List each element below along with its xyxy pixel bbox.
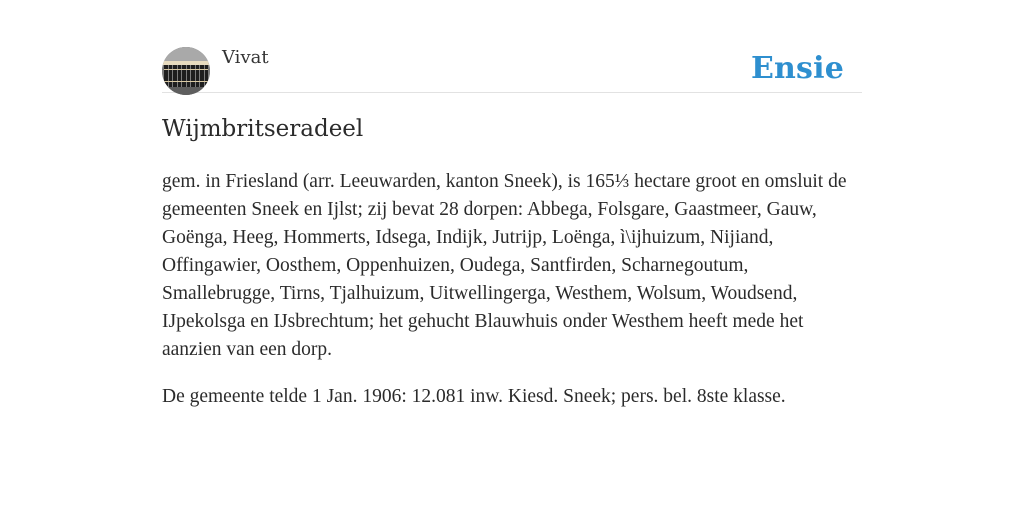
source-name-link[interactable]: Vivat xyxy=(222,47,269,68)
article-paragraph-1: gem. in Friesland (arr. Leeuwarden, kanton Sneek), is 165⅓ hectare groot en omsluit de gemeenten Sneek en Ijlst; zij bevat 28 dorpen: Abbega, Folsgare, Gaastmeer, Gauw, Goënga, Heeg, Hommerts, Idsega, Indijk, Jutrijp, Loënga, ì\ijhuizum, Nijiand, Offingawier, Oosthem, Oppenhuizen, Oudega, Santfirden, Scharnegoutum, Smallebrugge, Tirns, Tjalhuizum, Uitwellingerga, Westhem, Wolsum, Woudsend, IJpekolsga en IJsbrechtum; het gehucht Blauwhuis onder Westhem heeft mede het aanzien van een dorp. xyxy=(162,171,847,360)
book-spines-avatar-icon[interactable] xyxy=(162,47,210,95)
article-paragraph-2: De gemeente telde 1 Jan. 1906: 12.081 inw. Kiesd. Sneek; pers. bel. 8ste klasse. xyxy=(162,386,786,407)
header xyxy=(162,46,862,93)
article-title: Wijmbritseradeel xyxy=(162,116,364,142)
brand-logo-link[interactable]: Ensie xyxy=(750,51,844,86)
article-body xyxy=(162,168,862,430)
